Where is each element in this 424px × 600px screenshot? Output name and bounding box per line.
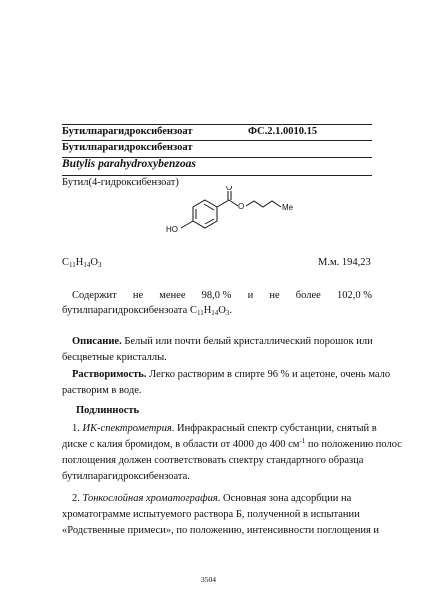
header-rule-3 bbox=[62, 175, 372, 176]
description-line-1: Описание. Белый или почти белый кристаллический порошок или bbox=[72, 336, 373, 347]
header-ru-name-2: Бутилпарагидроксибензоат bbox=[62, 142, 193, 153]
solubility-line-2: растворим в воде. bbox=[62, 385, 142, 396]
ester-bond bbox=[229, 200, 238, 206]
header-top-rule bbox=[62, 124, 372, 125]
monograph-code: ФС.2.1.0010.15 bbox=[248, 126, 318, 137]
ir-line-2: диске с калия бромидом, в области от 4000 до 400 $см^{-1}$ по положению полос bbox=[62, 437, 402, 450]
molecular-weight: М.м. 194,23 bbox=[318, 257, 371, 268]
latin-name: Butylis parahydroxybenzoas bbox=[62, 158, 196, 170]
structural-formula bbox=[150, 186, 330, 252]
content-line-1: Содержит не менее 98,0 % и не более 102,0 % bbox=[72, 290, 372, 301]
solubility-line-1: Растворимость. Легко растворим в спирте 96 % и ацетоне, очень мало bbox=[72, 369, 391, 380]
ir-line-4: бутилпарагидроксибензоата. bbox=[62, 471, 190, 482]
methyl-label: Me bbox=[282, 203, 294, 212]
ho-label: HO bbox=[166, 225, 178, 234]
molecular-formula: $C_{11}H_{14}O_3$ bbox=[62, 257, 102, 269]
ir-line-1: 1. ИК-спектрометрия. Инфракрасный спектр субстанции, снятый в bbox=[72, 423, 377, 434]
tlc-line-3: «Родственные примеси», по положению, интенсивности поглощения и bbox=[62, 525, 380, 536]
carbonyl-o-label: O bbox=[226, 186, 233, 192]
content-line-2: бутилпарагидроксибензоата $C_{11}H_{14}O_3$. bbox=[62, 305, 233, 317]
tlc-line-2: хроматограмме испытуемого раствора Б, полученной в испытании bbox=[62, 509, 360, 520]
identity-heading: Подлинность bbox=[76, 405, 140, 416]
chemical-name: Бутил(4-гидроксибензоат) bbox=[62, 177, 179, 188]
butyl-chain bbox=[246, 201, 281, 207]
page-number: 3504 bbox=[201, 575, 216, 584]
tlc-line-1: 2. Тонкослойная хроматография. Основная зона адсорбции на bbox=[72, 493, 352, 504]
ir-line-3: поглощения должен соответствовать спектру стандартного образца bbox=[62, 455, 364, 466]
header-ru-name: Бутилпарагидроксибензоат bbox=[62, 126, 193, 137]
ester-o-label: O bbox=[238, 202, 245, 211]
description-line-2: бесцветные кристаллы. bbox=[62, 352, 167, 363]
ho-bond bbox=[181, 221, 193, 228]
header-rule-1 bbox=[62, 140, 372, 141]
carbonyl-carbon-bond bbox=[217, 200, 229, 207]
